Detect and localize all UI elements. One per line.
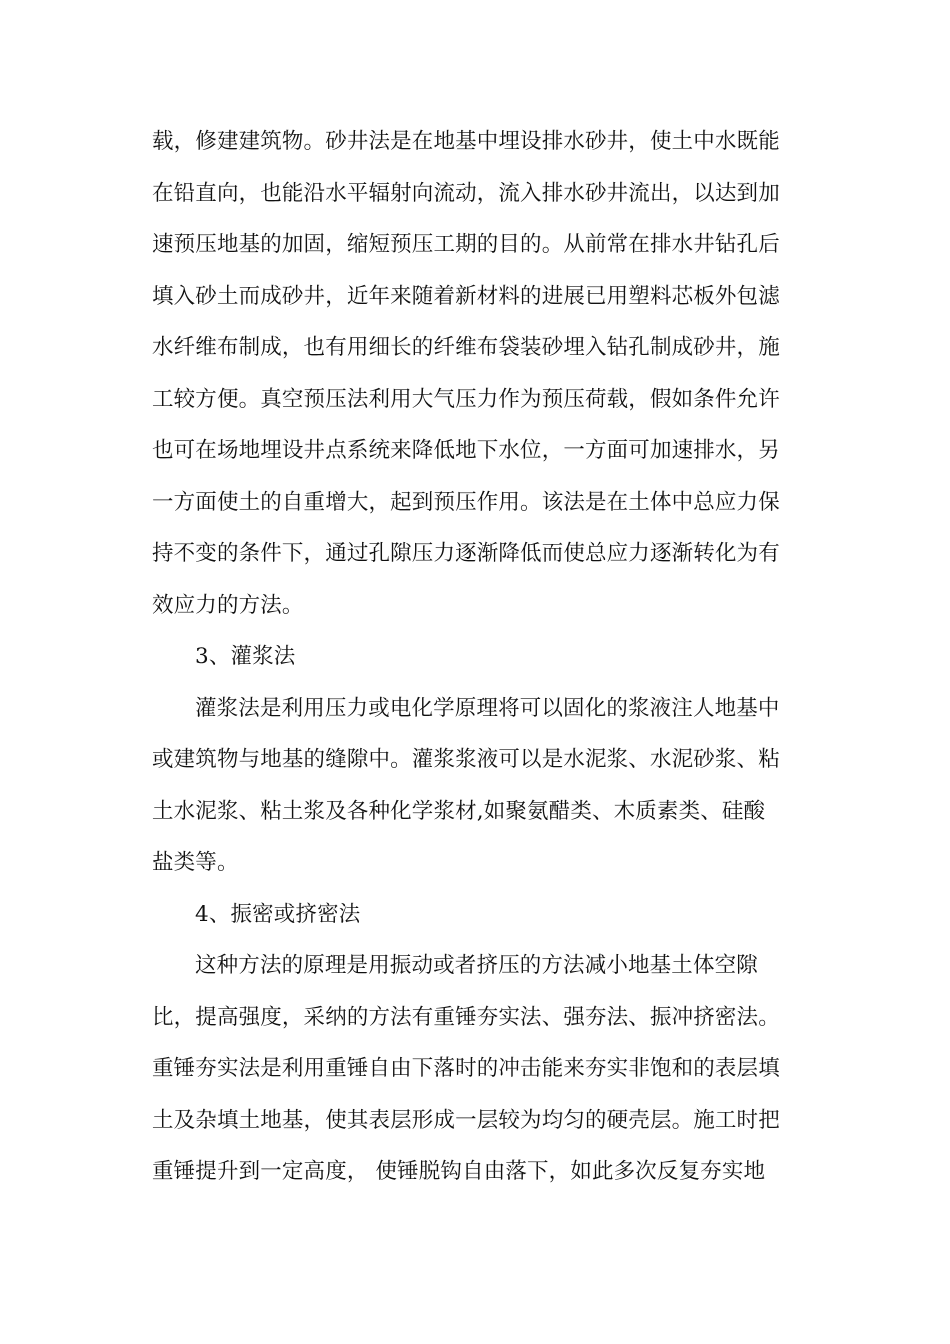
text-line: 重锤夯实法是利用重锤自由下落时的冲击能来夯实非饱和的表层填 [152,1056,780,1081]
text-line: 载，修建建筑物。砂井法是在地基中埋设排水砂井，使土中水既能 [152,129,780,154]
text-line: 灌浆法是利用压力或电化学原理将可以固化的浆液注人地基中 [195,695,780,721]
text-line: 土及杂填土地基，使其表层形成一层较为均匀的硬壳层。施工时把 [152,1107,780,1133]
section-heading-grouting: 3、灌浆法 [195,644,296,669]
paragraph-consolidation-methods [152,116,800,631]
text-line: 或建筑物与地基的缝隙中。灌浆浆液可以是水泥浆、水泥砂浆、粘 [152,747,780,772]
section-heading-compaction: 4、振密或挤密法 [195,901,361,927]
text-line: 重锤提升到一定高度， 使锤脱钩自由落下，如此多次反复夯实地 [152,1159,766,1184]
text-line: 土水泥浆、粘土浆及各种化学浆材,如聚氨醋类、木质素类、硅酸 [152,798,766,824]
text-line: 工较方便。真空预压法利用大气压力作为预压荷载，假如条件允许 [152,386,780,412]
document-body [152,116,800,1198]
paragraph-compaction [152,940,800,1198]
text-line: 效应力的方法。 [152,592,304,618]
text-line: 比，提高强度，采纳的方法有重锤夯实法、强夯法、振冲挤密法。 [152,1004,780,1030]
text-line: 填入砂土而成砂井，近年来随着新材料的进展已用塑料芯板外包滤 [152,283,780,309]
text-line: 一方面使土的自重增大，起到预压作用。该法是在土体中总应力保 [152,489,780,515]
paragraph-grouting [152,683,800,889]
text-line: 这种方法的原理是用振动或者挤压的方法减小地基土体空隙 [195,953,758,978]
text-line: 在铅直向，也能沿水平辐射向流动，流入排水砂井流出，以达到加 [152,180,780,206]
text-line: 持不变的条件下，通过孔隙压力逐渐降低而使总应力逐渐转化为有 [152,541,780,566]
text-line: 速预压地基的加固，缩短预压工期的目的。从前常在排水井钻孔后 [152,232,780,257]
text-line: 水纤维布制成，也有用细长的纤维布袋装砂埋入钻孔制成砂井，施 [152,335,780,360]
text-line: 盐类等。 [152,850,239,875]
text-line: 也可在场地埋设井点系统来降低地下水位，一方面可加速排水，另 [152,438,780,463]
